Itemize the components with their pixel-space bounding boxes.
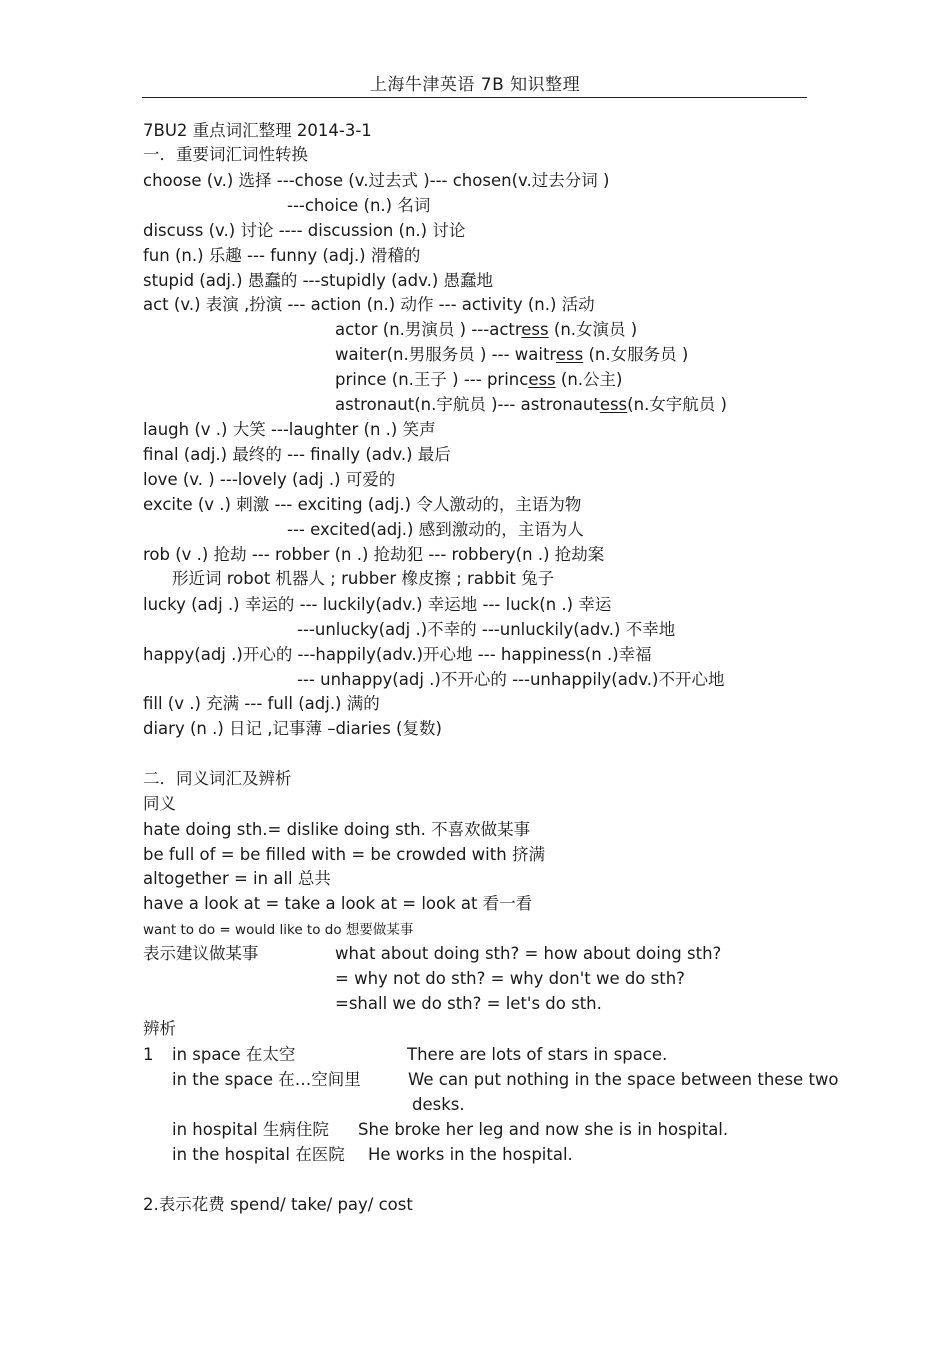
- synonym-line: what about doing sth? = how about doing sth?: [335, 944, 722, 963]
- synonym-line: =shall we do sth? = let's do sth.: [335, 994, 602, 1013]
- subheading: 同义: [143, 794, 176, 813]
- section-heading: 二．同义词汇及辨析: [143, 769, 292, 788]
- synonym-line: altogether = in all 总共: [143, 869, 331, 888]
- phrase: in the space 在…空间里: [172, 1070, 361, 1089]
- vocab-line: actor (n.男演员 ) ---actress (n.女演员 ): [335, 320, 638, 339]
- phrase: in hospital 生病住院: [172, 1120, 329, 1139]
- vocab-line: 形近词 robot 机器人 ; rubber 橡皮擦 ; rabbit 兔子: [172, 569, 555, 588]
- vocab-line: fill (v .) 充满 --- full (adj.) 满的: [143, 694, 380, 713]
- vocab-line: fun (n.) 乐趣 --- funny (adj.) 滑稽的: [143, 246, 421, 265]
- vocab-line: waiter(n.男服务员 ) --- waitress (n.女服务员 ): [335, 345, 689, 364]
- example-sentence: There are lots of stars in space.: [407, 1045, 668, 1064]
- vocab-line: lucky (adj .) 幸运的 --- luckily(adv.) 幸运地 --- luck(n .) 幸运: [143, 595, 612, 614]
- example-sentence: She broke her leg and now she is in hospital.: [358, 1120, 729, 1139]
- section-item: 2.表示花费 spend/ take/ pay/ cost: [143, 1195, 413, 1214]
- vocab-line: excite (v .) 刺激 --- exciting (adj.) 令人激动的，主语为物: [143, 495, 582, 514]
- example-sentence: desks.: [412, 1095, 465, 1114]
- vocab-line: happy(adj .)开心的 ---happily(adv.)开心地 --- happiness(n .)幸福: [143, 645, 652, 664]
- vocab-line: diary (n .) 日记 ,记事薄 –diaries (复数): [143, 719, 442, 738]
- vocab-line: --- excited(adj.) 感到激动的，主语为人: [287, 520, 584, 539]
- synonym-line: want to do = would like to do 想要做某事: [143, 922, 414, 938]
- synonym-line: be full of = be filled with = be crowded with 挤满: [143, 845, 545, 864]
- vocab-line: final (adj.) 最终的 --- finally (adv.) 最后: [143, 445, 451, 464]
- synonym-label: 表示建议做某事: [143, 944, 259, 963]
- page-header: 上海牛津英语 7B 知识整理: [369, 75, 581, 95]
- header-rule: [142, 97, 807, 98]
- vocab-line: choose (v.) 选择 ---chose (v.过去式 )--- chosen(v.过去分词 ): [143, 171, 610, 190]
- doc-title: 7BU2 重点词汇整理 2014-3-1: [143, 121, 372, 140]
- vocab-line: stupid (adj.) 愚蠢的 ---stupidly (adv.) 愚蠢地: [143, 271, 494, 290]
- item-number: 1: [143, 1045, 154, 1064]
- synonym-line: = why not do sth? = why don't we do sth?: [335, 969, 685, 988]
- vocab-line: ---unlucky(adj .)不幸的 ---unluckily(adv.) 不幸地: [297, 620, 676, 639]
- vocab-line: prince (n.王子 ) --- princess (n.公主): [335, 370, 623, 389]
- phrase: in the hospital 在医院: [172, 1145, 345, 1164]
- vocab-line: discuss (v.) 讨论 ---- discussion (n.) 讨论: [143, 221, 466, 240]
- phrase: in space 在太空: [172, 1045, 296, 1064]
- vocab-line: astronaut(n.宇航员 )--- astronautess(n.女宇航员 ): [335, 395, 727, 414]
- subheading: 辨析: [143, 1019, 176, 1038]
- example-sentence: We can put nothing in the space between these two: [408, 1070, 839, 1089]
- vocab-line: rob (v .) 抢劫 --- robber (n .) 抢劫犯 --- robbery(n .) 抢劫案: [143, 545, 605, 564]
- synonym-line: hate doing sth.= dislike doing sth. 不喜欢做某事: [143, 820, 531, 839]
- vocab-line: ---choice (n.) 名词: [287, 196, 431, 215]
- vocab-line: act (v.) 表演 ,扮演 --- action (n.) 动作 --- activity (n.) 活动: [143, 295, 595, 314]
- synonym-line: have a look at = take a look at = look at 看一看: [143, 894, 533, 913]
- vocab-line: laugh (v .) 大笑 ---laughter (n .) 笑声: [143, 420, 436, 439]
- vocab-line: --- unhappy(adj .)不开心的 ---unhappily(adv.)不开心地: [297, 670, 725, 689]
- example-sentence: He works in the hospital.: [368, 1145, 573, 1164]
- vocab-line: love (v. ) ---lovely (adj .) 可爱的: [143, 470, 396, 489]
- section-heading: 一．重要词汇词性转换: [143, 145, 308, 164]
